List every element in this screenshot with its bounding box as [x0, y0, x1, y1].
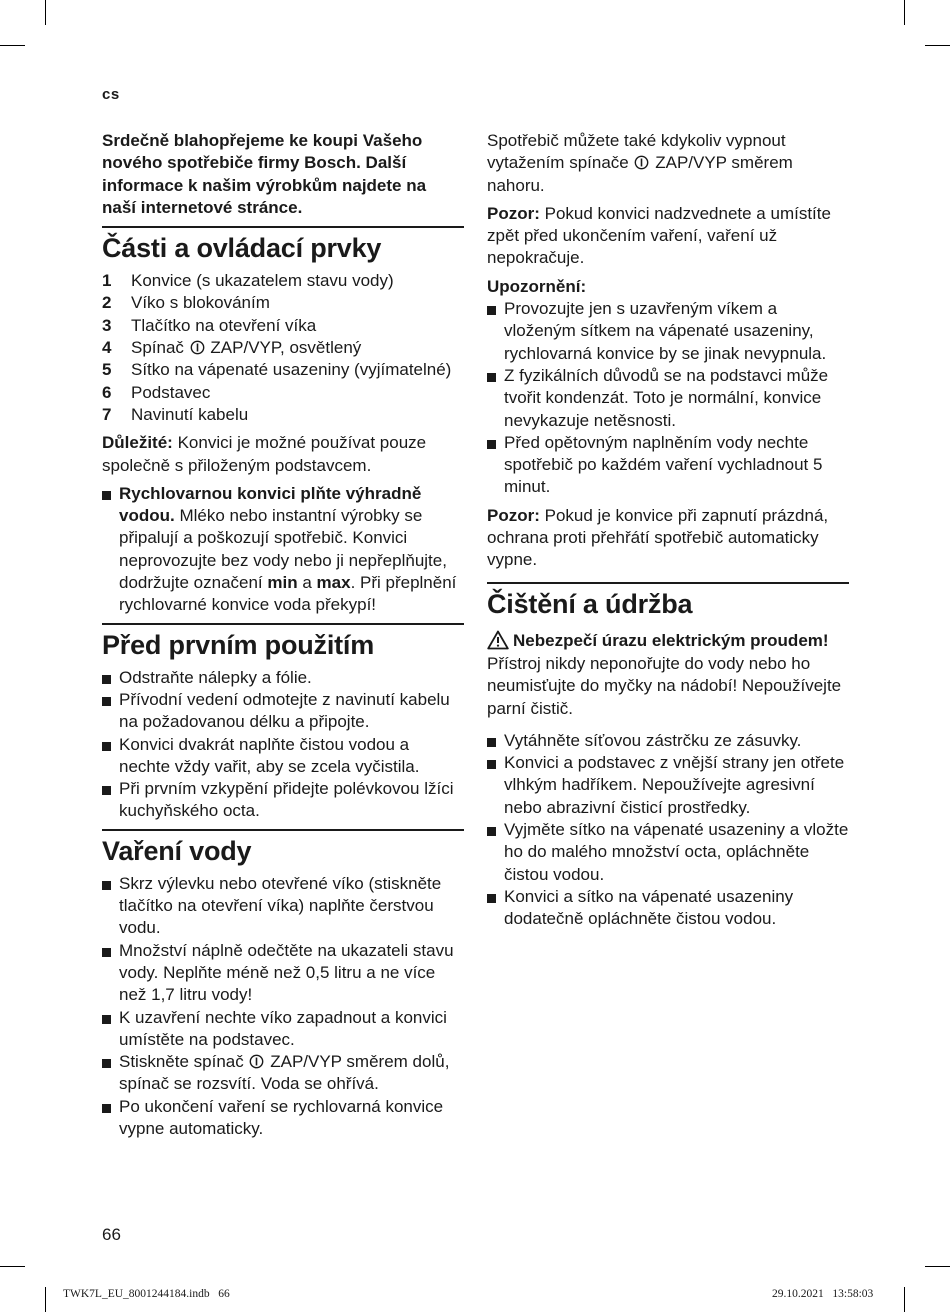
- section-parts: [102, 226, 464, 616]
- crop-mark: [904, 1287, 905, 1312]
- list-item: Množství náplně odečtěte na ukazateli stavu vody. Neplňte méně než 0,5 litru a ne více než 1,7 litru vody!: [102, 940, 464, 1007]
- list-item: Před opětovným naplněním vody nechte spotřebič po každém vaření vychladnout 5 minut.: [487, 432, 849, 499]
- list-item: Po ukončení vaření se rychlovarná konvice vypne automaticky.: [102, 1096, 464, 1141]
- section-title-parts: Části a ovládací prvky: [102, 233, 382, 264]
- power-icon: [249, 1054, 264, 1069]
- list-item: 4 Spínač ZAP/VYP, osvětlený: [102, 338, 362, 358]
- caution-note: Pozor: Pokud konvici nadzvednete a umístíte zpět před ukončením vaření, vaření už nepokračuje.: [487, 203, 831, 268]
- section-first-use: [102, 623, 464, 823]
- list-item: 7 Navinutí kabelu: [102, 404, 249, 424]
- intro-text: Srdečně blahopřejeme ke koupi Vašeho nového spotřebiče firmy Bosch. Další informace k našim výrobkům najdete na naší internetové stránce.: [102, 131, 427, 217]
- list-item: Vyjměte sítko na vápenaté usazeniny a vložte ho do malého množství octa, opláchněte čistou vodou.: [487, 819, 849, 886]
- switch-off-text: Spotřebič můžete také kdykoliv vypnout vytažením spínače ZAP/VYP směrem nahoru.: [487, 131, 793, 195]
- footer-file-info: TWK7L_EU_8001244184.indb 66: [63, 1288, 230, 1300]
- list-item: 6 Podstavec: [102, 382, 211, 402]
- crop-mark: [925, 45, 950, 46]
- list-item: Přívodní vedení odmotejte z navinutí kabelu na požadovanou délku a připojte.: [102, 689, 464, 734]
- list-item: Skrz výlevku nebo otevřené víko (stiskněte tlačítko na otevření víka) naplňte čerstvou vodu.: [102, 873, 464, 940]
- list-item: Provozujte jen s uzavřeným víkem a vloženým sítkem na vápenaté usazeniny, rychlovarná konvice by se jinak nevypnula.: [487, 298, 849, 365]
- list-item: K uzavření nechte víko zapadnout a konvici umístěte na podstavec.: [102, 1007, 464, 1052]
- list-item: Z fyzikálních důvodů se na podstavci může tvořit kondenzát. Toto je normální, konvice nevykazuje netěsnosti.: [487, 365, 849, 432]
- footer-timestamp: 29.10.2021 13:58:03: [772, 1288, 874, 1300]
- crop-mark: [925, 1266, 950, 1267]
- list-item: 1 Konvice (s ukazatelem stavu vody): [102, 271, 394, 291]
- language-code: cs: [102, 86, 120, 103]
- crop-mark: [45, 0, 46, 25]
- notice-list: [487, 298, 849, 499]
- page-number: 66: [102, 1225, 121, 1244]
- list-item: Odstraňte nálepky a fólie.: [102, 667, 464, 689]
- section-cleaning: [487, 582, 849, 931]
- list-item: Vytáhněte síťovou zástrčku ze zásuvky.: [487, 730, 849, 752]
- power-icon: [634, 155, 649, 170]
- notice-label: Upozornění:: [487, 276, 587, 296]
- warning-heading: Nebezpečí úrazu elektrickým proudem!: [487, 630, 849, 653]
- list-item: 2 Víko s blokováním: [102, 293, 270, 313]
- right-column: [487, 130, 849, 937]
- list-item: Rychlovarnou konvici plňte výhradně vodou. Mléko nebo instantní výrobky se připalují a poškozují spotřebič. Konvici neprovozujte bez vody nebo ji nepřeplňujte, dodržujte označení min a max. Při přeplnění rychlovarné konvice voda překypí!: [102, 483, 464, 617]
- important-note: Důležité: Konvici je možné používat pouze společně s přiloženým podstavcem.: [102, 433, 427, 475]
- list-item: Při prvním vzkypění přidejte polévkovou lžíci kuchyňského octa.: [102, 778, 464, 823]
- warning-triangle-icon: [487, 630, 509, 650]
- boiling-list: [102, 873, 464, 1141]
- crop-mark: [0, 45, 25, 46]
- cleaning-list: [487, 730, 849, 931]
- list-item: Konvici a podstavec z vnější strany jen otřete vlhkým hadříkem. Nepoužívejte agresivní nebo abrazivní čisticí prostředky.: [487, 752, 849, 819]
- fill-warning-list: [102, 483, 464, 617]
- crop-mark: [45, 1287, 46, 1312]
- caution-note: Pozor: Pokud je konvice při zapnutí prázdná, ochrana proti přehřátí spotřebič automaticky vypne.: [487, 505, 829, 570]
- section-title-boiling: Vaření vody: [102, 835, 252, 866]
- section-title-cleaning: Čištění a údržba: [487, 588, 693, 619]
- crop-mark: [904, 0, 905, 25]
- left-column: [102, 130, 464, 1146]
- list-item: Konvici a sítko na vápenaté usazeniny dodatečně opláchněte čistou vodou.: [487, 886, 849, 931]
- first-use-list: [102, 667, 464, 823]
- power-icon: [190, 340, 205, 355]
- list-item: 3 Tlačítko na otevření víka: [102, 315, 317, 335]
- parts-list: [102, 270, 464, 426]
- section-title-first-use: Před prvním použitím: [102, 629, 375, 660]
- list-item: 5 Sítko na vápenaté usazeniny (vyjímatelné): [102, 360, 452, 380]
- section-boiling: [102, 829, 464, 1141]
- list-item: Konvici dvakrát naplňte čistou vodou a nechte vždy vařit, aby se zcela vyčistila.: [102, 734, 464, 779]
- warning-text: Přístroj nikdy neponořujte do vody nebo ho neumisťujte do myčky na nádobí! Nepoužívejte parní čistič.: [487, 653, 842, 718]
- list-item: Stiskněte spínač ZAP/VYP směrem dolů, spínač se rozsvítí. Voda se ohřívá.: [102, 1051, 464, 1096]
- crop-mark: [0, 1266, 25, 1267]
